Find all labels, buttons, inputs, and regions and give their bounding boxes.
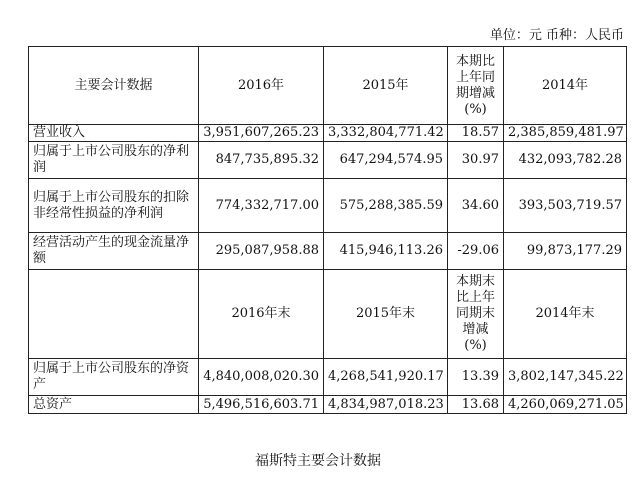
row-label: 营业收入 <box>29 125 199 142</box>
header-2015: 2015年 <box>324 47 448 125</box>
value-change: 13.39 <box>448 359 504 396</box>
row-label: 归属于上市公司股东的净利润 <box>29 142 199 179</box>
value-2016: 5,496,516,603.71 <box>199 396 324 414</box>
header-2015-end: 2015年末 <box>324 270 448 359</box>
table-caption: 福斯特主要会计数据 <box>255 453 381 469</box>
value-2016: 847,735,895.32 <box>199 142 324 179</box>
header-row-period-end <box>29 270 627 359</box>
table-row <box>29 396 627 414</box>
value-2014: 432,093,782.28 <box>504 142 627 179</box>
table-row <box>29 142 627 179</box>
header-change-end: 本期末比上年同期末增减(%) <box>448 270 504 359</box>
currency-unit-note: 单位：元 币种：人民币 <box>489 28 624 43</box>
table-row <box>29 179 627 233</box>
value-2016: 774,332,717.00 <box>199 179 324 233</box>
key-accounting-data-table <box>28 46 627 414</box>
value-change: 30.97 <box>448 142 504 179</box>
value-change: 18.57 <box>448 125 504 142</box>
header-item-blank <box>29 270 199 359</box>
table-row <box>29 125 627 142</box>
value-2014: 2,385,859,481.97 <box>504 125 627 142</box>
row-label: 归属于上市公司股东的净资产 <box>29 359 199 396</box>
header-row-annual <box>29 47 627 125</box>
header-2016: 2016年 <box>199 47 324 125</box>
row-label: 总资产 <box>29 396 199 414</box>
value-2015: 647,294,574.95 <box>324 142 448 179</box>
value-change: 34.60 <box>448 179 504 233</box>
value-2015: 415,946,113.26 <box>324 233 448 270</box>
row-label: 归属于上市公司股东的扣除非经常性损益的净利润 <box>29 179 199 233</box>
header-2014-end: 2014年末 <box>504 270 627 359</box>
table-row <box>29 359 627 396</box>
header-2016-end: 2016年末 <box>199 270 324 359</box>
value-2015: 575,288,385.59 <box>324 179 448 233</box>
value-2014: 393,503,719.57 <box>504 179 627 233</box>
value-2016: 4,840,008,020.30 <box>199 359 324 396</box>
row-label: 经营活动产生的现金流量净额 <box>29 233 199 270</box>
value-2015: 3,332,804,771.42 <box>324 125 448 142</box>
value-2015: 4,834,987,018.23 <box>324 396 448 414</box>
value-change: 13.68 <box>448 396 504 414</box>
value-2016: 3,951,607,265.23 <box>199 125 324 142</box>
table-row <box>29 233 627 270</box>
value-2014: 99,873,177.29 <box>504 233 627 270</box>
value-2016: 295,087,958.88 <box>199 233 324 270</box>
header-item: 主要会计数据 <box>29 47 199 125</box>
header-2014: 2014年 <box>504 47 627 125</box>
value-change: -29.06 <box>448 233 504 270</box>
value-2015: 4,268,541,920.17 <box>324 359 448 396</box>
header-change: 本期比上年同期增减(%) <box>448 47 504 125</box>
value-2014: 3,802,147,345.22 <box>504 359 627 396</box>
value-2014: 4,260,069,271.05 <box>504 396 627 414</box>
